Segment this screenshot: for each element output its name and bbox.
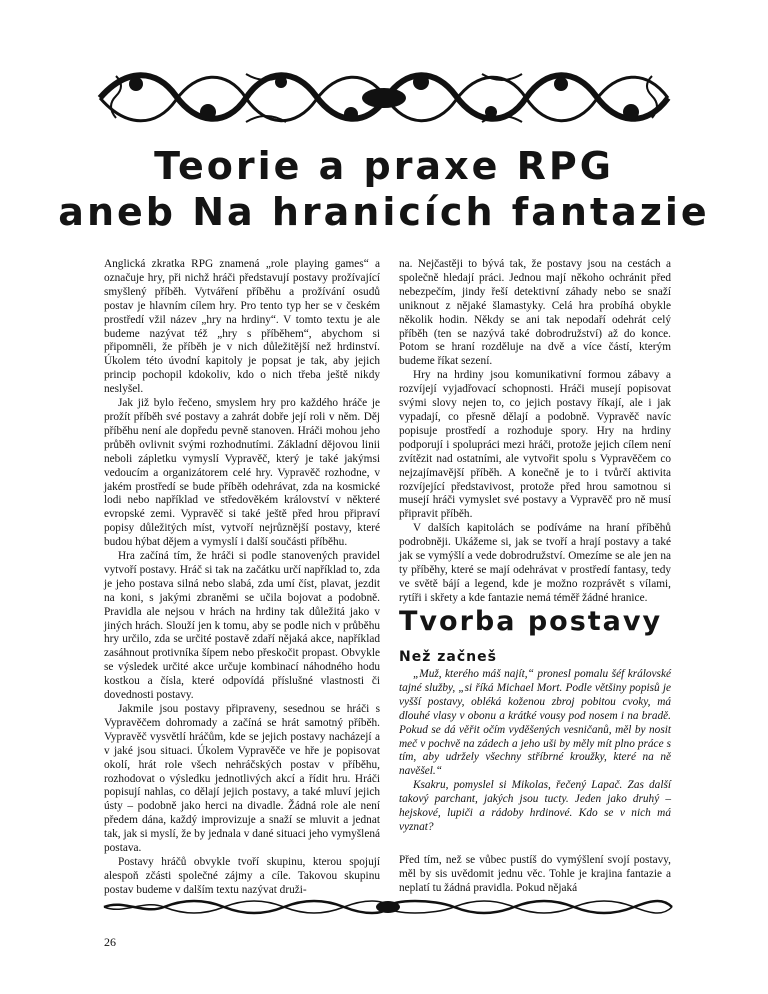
right-paragraph: na. Nejčastěji to bývá tak, že postavy jsou na cestách a společně hledají práci. Jednou mají někoho ochránit před nebezpečím, jindy řeší detektivní záhady nebo se snaží uniknout z nějaké šlamastyky. Celá hra probíhá obykle několik hodin. Někdy se ani tak nepodaří odehrát celý příběh (ten se nazývá také dobrodružství) až do konce. Potom se hraní rozděluje na dvě a více částí, kterým budeme říkat sezení. <box>399 258 671 368</box>
page-title-line1: Teorie a praxe RPG <box>154 144 614 188</box>
left-column <box>104 258 380 896</box>
right-paragraph: V dalších kapitolách se podíváme na hraní příběhů podrobněji. Ukážeme si, jak se tvoří a hrají postavy a také jak se vymýšlí a vede dobrodružství. Omezíme se ale jen na ty příběhy, které se mají odehrávat v prostředí fantasy, tedy ve světě bájí a legend, kde je možno rozprávět s vílami, rytíři i skřety a kde fantazie nemá téměř žádné hranice. <box>399 522 671 604</box>
left-paragraph: Jak již bylo řečeno, smyslem hry pro každého hráče je prožít příběh své postavy a zahrát dobře její roli v něm. Děj příběhu není ale dopředu pevně stanoven. Hráči mohou jeho průběh ovlivnit svými rozhodnutími. Základní dějovou linii neboli zápletku vymyslí Vypravěč, který je také jakýmsi vedoucím a organizátorem celé hry. Vypravěč rozhodne, v jakém prostředí se bude příběh odehrávat, zda na kosmické lodi nebo například ve středověkém království v některé evropské zemi. Vypravěč si také ještě před hrou připraví popisy důležitých míst, vytvoří nejrůznější postavy, které budou hýbat dějem a vymyslí i další součásti příběhu. <box>104 397 380 549</box>
quote-paragraph: Ksakru, pomyslel si Mikolas, řečený Lapač. Zas další takový parchant, jakých jsou tucty. Jeden jako druhý – hejskové, lupiči a rádoby hrdinové. Kdo se v nich má vyznat? <box>399 779 671 833</box>
left-paragraph: Postavy hráčů obvykle tvoří skupinu, kterou spojují alespoň zčásti společné zájmy a cíle. Takovou skupinu postav budeme v dalším textu nazývat druži- <box>104 855 380 896</box>
left-paragraph: Jakmile jsou postavy připraveny, sesednou se hráči s Vypravěčem dohromady a začíná se hrát samotný příběh. Vypravěč vysvětlí hráčům, kde se jejich postavy nacházejí a v jaké jsou situaci. Úkolem Vypravěče ve hře je popisovat okolí, hrát role všech nehráčských postav v příběhu, rozhodovat o výsledku jednotlivých akcí a řídit hru. Hráči popisují nahlas, co dělají jejich postavy, a také mluví jejich ústy – podobně jako herci na divadle. Žádná role ale není předem dána, každý improvizuje a snaží se mluvit a jednat tak, jak si myslí, že by jednala v dané situaci jeho vymyšlená postava. <box>104 703 380 855</box>
ornamental-divider <box>104 899 672 915</box>
after-quote-paragraph: Před tím, než se vůbec pustíš do vymýšlení svojí postavy, měl by sis uvědomit jednu věc. Tohle je krajina fantazie a neplatí tu žádná pravidla. Pokud nějaká <box>399 854 671 894</box>
page-number: 26 <box>104 935 116 949</box>
ornamental-banner <box>96 66 672 130</box>
subsection-heading: Než začneš <box>399 649 497 665</box>
page-title-line2: aneb Na hranicích fantazie <box>58 190 710 234</box>
left-paragraph: Anglická zkratka RPG znamená „role playing games“ a označuje hry, při nichž hráči představují postavy prožívající smyšlený příběh. Vytváření příběhu a prožívání osudů postav je hlavním cílem hry. Pro tento typ her se v českém prostředí vžil název „hry na hrdiny“. V tomto textu je ale budeme nazývat též „hry s příběhem“, abychom si připomněli, že příběh je v nich důležitější než hrdinství. Úkolem této úvodní kapitoly je popsat je tak, aby jejich princip pochopil kdokoliv, kdo o nich třeba ještě nikdy neslyšel. <box>104 258 380 396</box>
body-text-after-quote <box>399 854 671 896</box>
quote-paragraph: „Muž, kterého máš najít,“ pronesl pomalu šéf královské tajné služby, „si říká Michael Mort. Podle většiny popisů je vyšší postavy, obléká koženou zbroj pobitou cvoky, má dlouhé vlasy v obonu a krátké vousy pod nosem i na bradě. Pokud se dá věřit očím vyděšených vesničanů, měl by nosit meč v pochvě na zádech a jeho uši by měly mít plno práce s tím, aby udržely všechny stříbrné kroužky, které na ně navěšel.“ <box>399 668 671 778</box>
left-paragraph: Hra začíná tím, že hráči si podle stanovených pravidel vytvoří postavy. Hráč si tak na začátku určí například to, zda je jeho postava silná nebo slabá, zda umí číst, plavat, jezdit na koni, s jakými zbraněmi se učila bojovat a podobně. Pravidla ale nejsou v hrách na hrdiny tak důležitá jako v jiných hrách. Slouží jen k tomu, aby se podle nich v průběhu hry určilo, zda se určité postavě zdaří nějaká akce, například zasáhnout protivníka šípem nebo přeskočit propast. Obvykle se výsledek určité akce určuje kombinací náhodného hodu kostkou a čísla, které odpovídá příslušné vlastnosti či dovednosti postavy. <box>104 550 380 702</box>
section-heading: Tvorba postavy <box>399 606 663 637</box>
right-paragraph: Hry na hrdiny jsou komunikativní formou zábavy a rozvíjejí vyjadřovací schopnosti. Hráči musejí popisovat svými slovy nejen to, co jejich postavy říkají, ale i jak vypadají, co přesně dělají a podobně. Vypravěč navíc popisuje prostředí a rozhoduje spory. Hry na hrdiny podporují i spolupráci mezi hráči, protože jejich cílem není zvítězit nad ostatními, ale vytvořit spolu s Vypravěčem co nejzajímavější příběh. A konečně je to i tvůrčí aktivita rozvíjející představivost, protože před hrou samotnou si musejí hráči vymyslet své postavy a Vypravěč pro ně musí připravit příběh. <box>399 369 671 521</box>
quote-block <box>399 668 671 835</box>
right-column <box>399 258 671 606</box>
